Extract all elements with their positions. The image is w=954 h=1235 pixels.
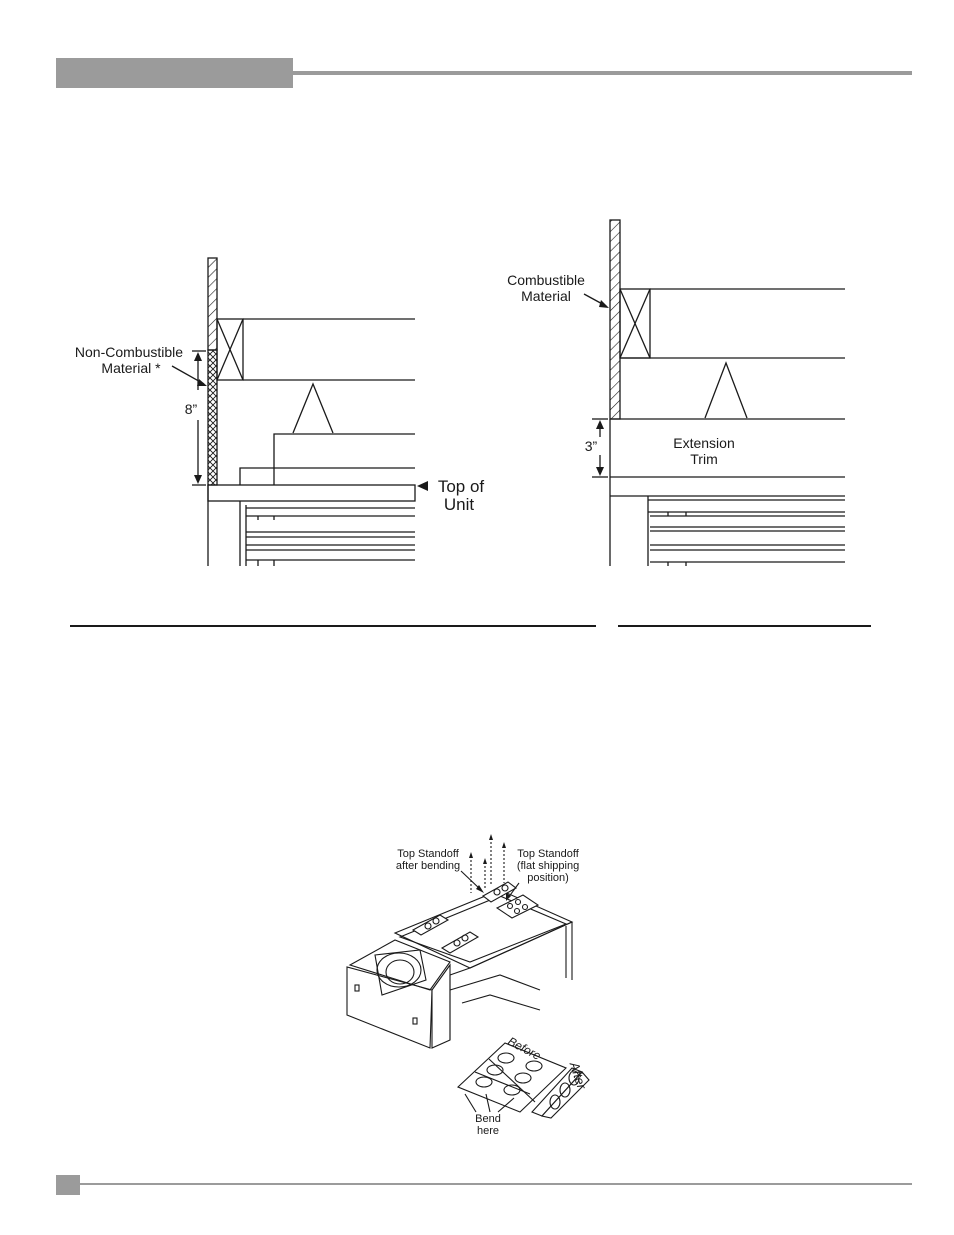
standoff-flat-line2: (flat shipping	[516, 860, 580, 872]
non-combustible-label: Non-Combustible	[74, 344, 184, 360]
standoff-after-bending-line1: Top Standoff	[397, 848, 459, 860]
standoff-flat-line1: Top Standoff	[517, 848, 579, 860]
footer-rule	[80, 1183, 912, 1185]
bend-here-line1: Bend	[475, 1113, 501, 1125]
unit-label: Unit	[443, 495, 475, 514]
combustible-material-label: Material	[521, 288, 571, 304]
extension-label: Extension	[673, 435, 735, 451]
standoff-flat-line3: position)	[527, 872, 569, 884]
top-of-label: Top of	[437, 477, 485, 496]
dimension-8in-label: 8”	[184, 401, 198, 417]
trim-label: Trim	[690, 451, 718, 467]
standoff-after-bending-line2: after bending	[395, 860, 461, 872]
dimension-3in-label: 3”	[584, 438, 598, 454]
before-label: Before	[505, 1034, 544, 1063]
non-combustible-material-label: Material *	[101, 360, 161, 376]
bend-here-line2: here	[476, 1125, 500, 1137]
after-label: After	[566, 1060, 590, 1091]
footer-tab	[56, 1175, 80, 1195]
combustible-label: Combustible	[507, 272, 585, 288]
